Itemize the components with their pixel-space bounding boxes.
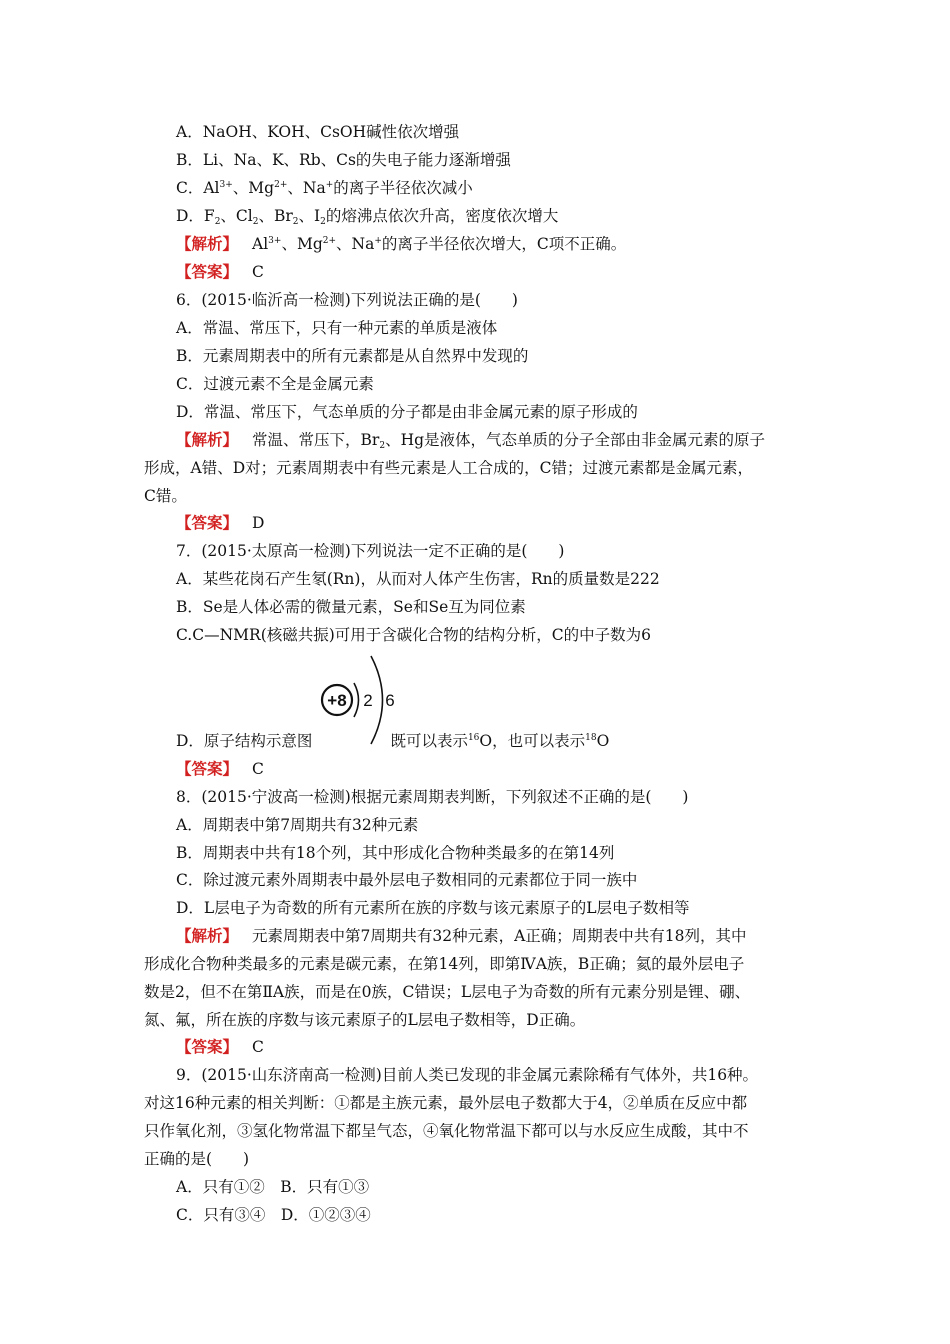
shell-1-electrons: 2 — [363, 691, 373, 710]
q8-option-c: C．除过渡元素外周期表中最外层电子数相同的元素都位于同一族中 — [176, 871, 638, 889]
q6-analysis-line-2: 形成，A错、D对；元素周期表中有些元素是人工合成的，C错；过渡元素都是金属元素， — [144, 459, 753, 477]
q6-option-a: A．常温、常压下，只有一种元素的单质是液体 — [176, 319, 498, 337]
q8-option-d: D．L层电子为奇数的所有元素所在族的序数与该元素原子的L层电子数相等 — [176, 899, 690, 917]
q6-option-d: D．常温、常压下，气态单质的分子都是由非金属元素的原子形成的 — [176, 403, 638, 421]
answer-tag: 【答案】 — [176, 1037, 239, 1056]
q6-stem: 6．(2015·临沂高一检测)下列说法正确的是( ) — [176, 291, 518, 309]
analysis-tag: 【解析】 — [176, 926, 239, 945]
q9-stem-line-2: 对这16种元素的相关判断：①都是主族元素，最外层电子数都大于4，②单质在反应中都 — [144, 1094, 748, 1112]
q9-stem-line-4: 正确的是( ) — [144, 1150, 250, 1168]
q5-answer: 【答案】 C — [176, 262, 264, 281]
q8-stem: 8．(2015·宁波高一检测)根据元素周期表判断，下列叙述不正确的是( ) — [176, 788, 689, 806]
q7-option-c: C.C—NMR(核磁共振)可用于含碳化合物的结构分析，C的中子数为6 — [176, 626, 652, 644]
q7-option-a: A．某些花岗石产生氡(Rn)，从而对人体产生伤害，Rn的质量数是222 — [176, 570, 660, 588]
q5-option-a: A．NaOH、KOH、CsOH碱性依次增强 — [176, 123, 460, 141]
q5-analysis: 【解析】 $Al^{3+}$、$Mg^{2+}$、Na+的离子半径依次增大，C项不正确。 — [176, 234, 627, 253]
q7-answer: 【答案】 C — [176, 759, 264, 778]
q8-analysis-line-2: 形成化合物种类最多的元素是碳元素，在第14列，即第ⅣA族，B正确；氦的最外层电子 — [144, 955, 745, 973]
q8-option-b: B．周期表中共有18个列，其中形成化合物种类最多的在第14列 — [176, 844, 615, 862]
q7-option-d: D．原子结构示意图 既可以表示$^{16}$O，也可以表示$^{18}$O — [176, 732, 610, 750]
q8-analysis-line-3: 数是2，但不在第ⅡA族，而是在0族，C错误；L层电子为奇数的所有元素分别是锂、硼、 — [144, 983, 751, 1001]
q8-answer: 【答案】 C — [176, 1037, 264, 1056]
nucleus-charge: +8 — [327, 691, 347, 710]
q6-option-b: B．元素周期表中的所有元素都是从自然界中发现的 — [176, 347, 529, 365]
q8-option-a: A．周期表中第7周期共有32种元素 — [176, 816, 419, 834]
q6-option-c: C．过渡元素不全是金属元素 — [176, 375, 374, 393]
q9-stem-line-3: 只作氧化剂，③氢化物常温下都呈气态，④氧化物常温下都可以与水反应生成酸，其中不 — [144, 1122, 749, 1140]
q9-stem-line-1: 9．(2015·山东济南高一检测)目前人类已发现的非金属元素除稀有气体外，共16种。 — [176, 1066, 759, 1084]
answer-tag: 【答案】 — [176, 759, 239, 778]
answer-tag: 【答案】 — [176, 513, 239, 532]
q7-option-b: B．Se是人体必需的微量元素，Se和Se互为同位素 — [176, 598, 526, 616]
electron-shell-arc-1 — [354, 683, 359, 717]
shell-2-electrons: 6 — [385, 691, 395, 710]
q9-options-cd: C．只有③④ D．①②③④ — [176, 1206, 371, 1224]
analysis-tag: 【解析】 — [176, 234, 239, 253]
q5-option-b: B．Li、Na、K、Rb、Cs的失电子能力逐渐增强 — [176, 151, 511, 169]
q6-analysis-line-3: C错。 — [144, 487, 187, 505]
q9-options-ab: A．只有①② B．只有①③ — [176, 1178, 370, 1196]
answer-tag: 【答案】 — [176, 262, 239, 281]
q7-stem: 7．(2015·太原高一检测)下列说法一定不正确的是( ) — [176, 542, 565, 560]
q5-option-c: C．$Al^{3+}$、$Mg^{2+}$、Na+的离子半径依次减小 — [176, 179, 473, 197]
q5-option-d: D．$F_2$、$Cl_2$、$Br_2$、$I_2$的熔沸点依次升高，密度依次增大 — [176, 207, 559, 227]
q6-answer: 【答案】 D — [176, 513, 265, 532]
q8-analysis-line-4: 氮、氟，所在族的序数与该元素原子的L层电子数相等，D正确。 — [144, 1011, 586, 1029]
analysis-tag: 【解析】 — [176, 430, 239, 449]
q6-analysis-line-1: 【解析】 常温、常压下，$Br_2$、Hg是液体，气态单质的分子全部由非金属元素的原子 — [176, 430, 766, 451]
q8-analysis-line-1: 【解析】 元素周期表中第7周期共有32种元素，A正确；周期表中共有18列，其中 — [176, 926, 747, 945]
